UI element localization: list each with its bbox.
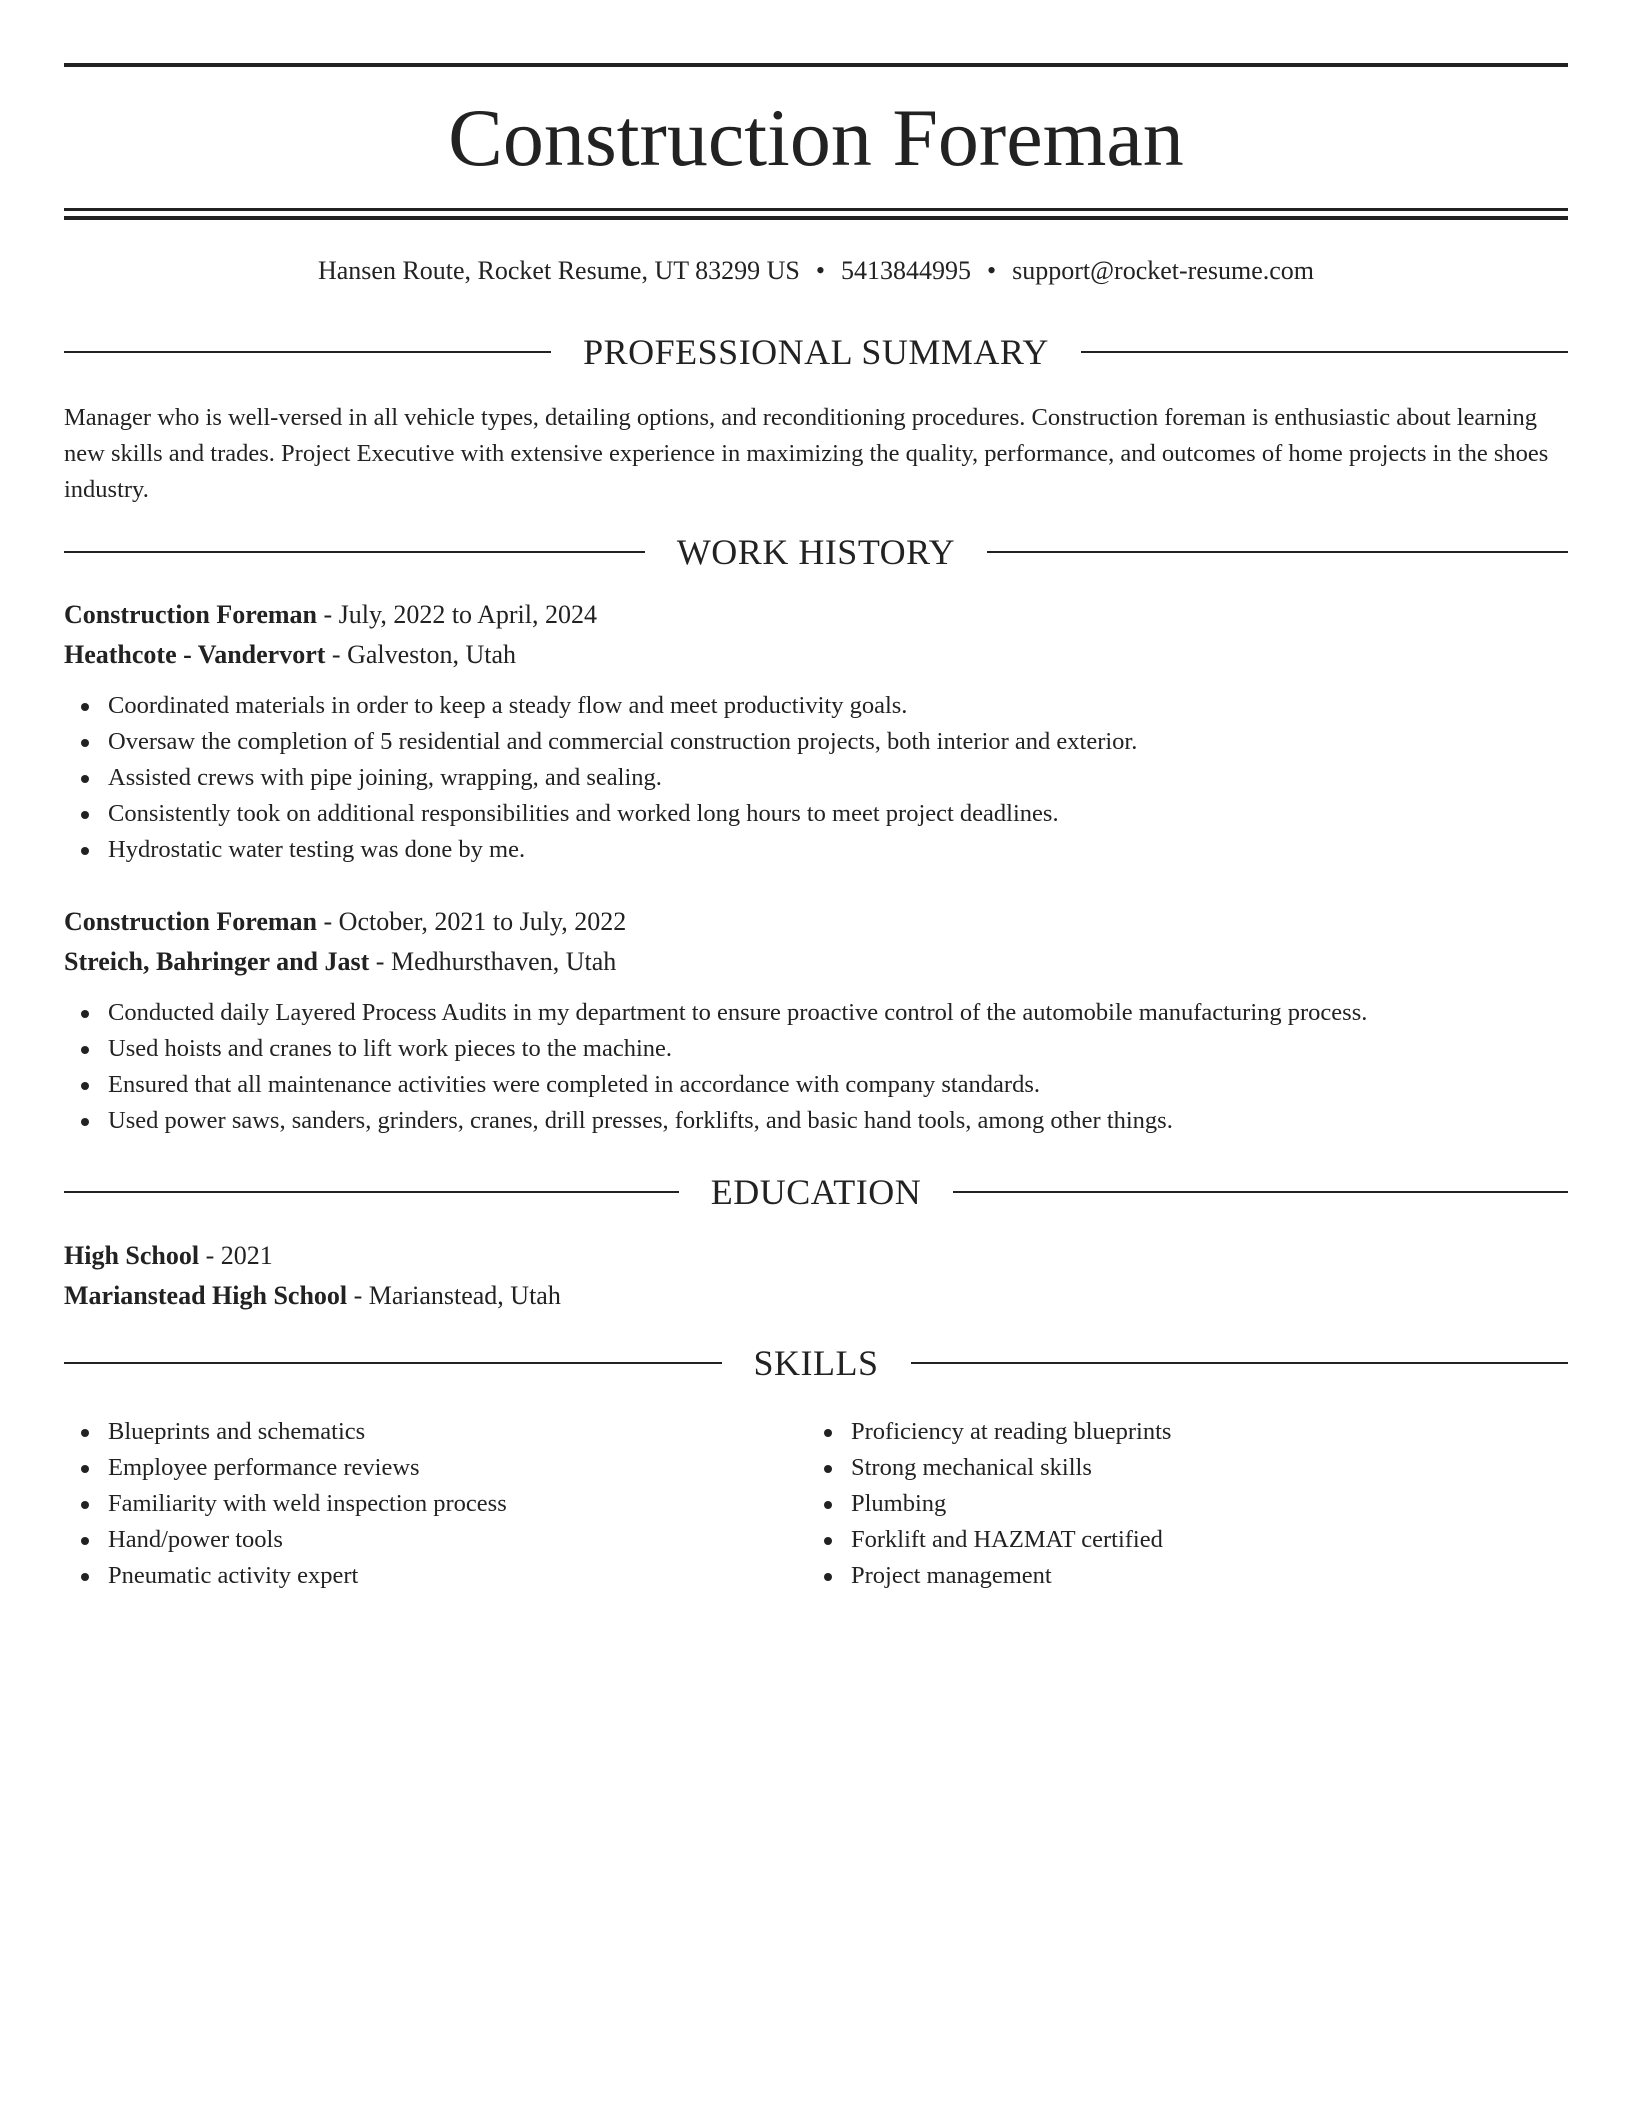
job-bullet: Used power saws, sanders, grinders, cranes, drill presses, forklifts, and basic hand tools, among other things. bbox=[64, 1103, 1367, 1139]
skills-heading-text: SKILLS bbox=[753, 1343, 879, 1383]
skill-item: Hand/power tools bbox=[64, 1522, 764, 1558]
job-bullet: Assisted crews with pipe joining, wrapping, and sealing. bbox=[64, 760, 1137, 796]
education-school: Marianstead High School bbox=[64, 1281, 348, 1310]
contact-separator: • bbox=[815, 256, 825, 285]
job-location: - Medhursthaven, Utah bbox=[369, 947, 617, 976]
summary-heading bbox=[64, 330, 1568, 374]
work-history-heading-text: WORK HISTORY bbox=[676, 532, 956, 572]
job-company-line bbox=[64, 635, 1568, 675]
heading-rule-right bbox=[987, 551, 1568, 553]
job-bullet: Used hoists and cranes to lift work pieces to the machine. bbox=[64, 1031, 1367, 1067]
skill-item: Employee performance reviews bbox=[64, 1450, 764, 1486]
top-rule bbox=[64, 63, 1568, 67]
job-company: Streich, Bahringer and Jast bbox=[64, 947, 370, 976]
job-bullet: Consistently took on additional responsibilities and worked long hours to meet project deadlines. bbox=[64, 796, 1137, 832]
heading-rule-right bbox=[911, 1362, 1569, 1364]
contact-line bbox=[64, 253, 1568, 289]
job-bullets bbox=[64, 995, 1367, 1139]
summary-text: Manager who is well-versed in all vehicle types, detailing options, and reconditioning procedures. Construction foreman is enthusiastic about learning new skills and trades. Project Executive with extensive experience in maximizing the quality, performance, and outcomes of home projects in the shoes industry. bbox=[64, 404, 1549, 503]
skills-list-right bbox=[807, 1414, 1507, 1594]
skill-item: Plumbing bbox=[807, 1486, 1507, 1522]
job-dates: - July, 2022 to April, 2024 bbox=[317, 600, 597, 629]
job-dates: - October, 2021 to July, 2022 bbox=[317, 907, 627, 936]
job-company-line bbox=[64, 942, 1568, 982]
contact-email: support@rocket-resume.com bbox=[1012, 256, 1315, 285]
contact-separator: • bbox=[987, 256, 997, 285]
contact-phone: 5413844995 bbox=[841, 256, 971, 285]
skill-item: Proficiency at reading blueprints bbox=[807, 1414, 1507, 1450]
skill-item: Blueprints and schematics bbox=[64, 1414, 764, 1450]
heading-rule-left bbox=[64, 1362, 722, 1364]
job-bullets bbox=[64, 688, 1137, 868]
education-degree: High School bbox=[64, 1241, 200, 1270]
heading-rule-right bbox=[953, 1191, 1568, 1193]
heading-rule-left bbox=[64, 1191, 679, 1193]
skill-item: Pneumatic activity expert bbox=[64, 1558, 764, 1594]
heading-rule-left bbox=[64, 351, 551, 353]
education-heading-text: EDUCATION bbox=[710, 1172, 922, 1212]
skill-item: Familiarity with weld inspection process bbox=[64, 1486, 764, 1522]
job-bullet: Oversaw the completion of 5 residential and commercial construction projects, both interior and exterior. bbox=[64, 724, 1137, 760]
education-degree-line bbox=[64, 1236, 1568, 1276]
heading-rule-left bbox=[64, 551, 645, 553]
job-bullet: Hydrostatic water testing was done by me. bbox=[64, 832, 1137, 868]
education-year: - 2021 bbox=[199, 1241, 273, 1270]
education-heading bbox=[64, 1170, 1568, 1214]
contact-address: Hansen Route, Rocket Resume, UT 83299 US bbox=[317, 256, 800, 285]
job-title: Construction Foreman bbox=[64, 907, 318, 936]
job-title-line bbox=[64, 595, 1568, 635]
title-rule-lower bbox=[64, 216, 1568, 220]
skill-item: Strong mechanical skills bbox=[807, 1450, 1507, 1486]
job-title-line bbox=[64, 902, 1568, 942]
title-rule-upper bbox=[64, 208, 1568, 211]
resume-title: Construction Foreman bbox=[448, 92, 1184, 183]
skill-item: Forklift and HAZMAT certified bbox=[807, 1522, 1507, 1558]
job-location: - Galveston, Utah bbox=[325, 640, 517, 669]
job-bullet: Coordinated materials in order to keep a steady flow and meet productivity goals. bbox=[64, 688, 1137, 724]
heading-rule-right bbox=[1081, 351, 1568, 353]
skill-item: Project management bbox=[807, 1558, 1507, 1594]
work-history-heading bbox=[64, 530, 1568, 574]
education-location: - Marianstead, Utah bbox=[347, 1281, 561, 1310]
job-bullet: Ensured that all maintenance activities were completed in accordance with company standards. bbox=[64, 1067, 1367, 1103]
summary-heading-text: PROFESSIONAL SUMMARY bbox=[583, 332, 1049, 372]
skills-heading bbox=[64, 1341, 1568, 1385]
skills-list-left bbox=[64, 1414, 764, 1594]
job-title: Construction Foreman bbox=[64, 600, 318, 629]
education-school-line bbox=[64, 1276, 1568, 1316]
job-bullet: Conducted daily Layered Process Audits in my department to ensure proactive control of the automobile manufacturing process. bbox=[64, 995, 1367, 1031]
job-company: Heathcote - Vandervort bbox=[64, 640, 326, 669]
